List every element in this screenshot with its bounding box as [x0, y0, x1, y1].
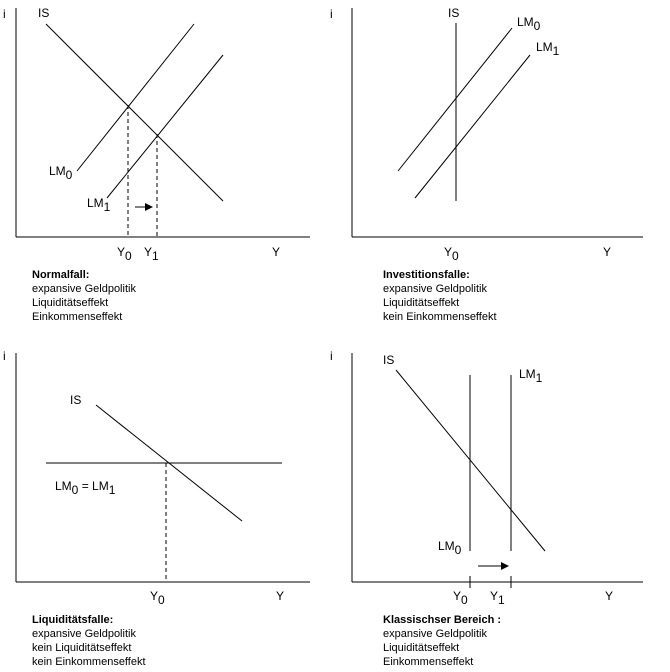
- panel-normalfall: [3, 6, 310, 263]
- y0-tick-label: Y0: [117, 245, 132, 263]
- axis-label-y: Y: [603, 245, 612, 259]
- caption-line: kein Liquiditätseffekt: [32, 642, 132, 654]
- caption-liquiditaetsfalle: [32, 613, 146, 669]
- lm-label: LM0 = LM1: [55, 479, 116, 497]
- y1-tick-label: Y1: [144, 245, 159, 263]
- caption-line: Liquiditätseffekt: [383, 297, 460, 309]
- axis-label-y: Y: [605, 589, 614, 603]
- lm0-label: LM0: [49, 164, 73, 182]
- caption-title: Investitionsfalle:: [383, 269, 470, 281]
- is-label: IS: [383, 353, 395, 367]
- panel-klassisch: [330, 349, 643, 607]
- caption-investitionsfalle: [383, 268, 497, 324]
- lm0-curve: [77, 24, 194, 171]
- caption-normalfall: [32, 268, 136, 324]
- is-label: IS: [38, 6, 50, 20]
- is-label: IS: [70, 393, 82, 407]
- axis-label-i: i: [3, 349, 6, 363]
- lm1-label: LM1: [536, 40, 560, 58]
- panel-liquiditaetsfalle: [3, 349, 310, 607]
- lm0-curve: [398, 28, 512, 171]
- is-label: IS: [448, 6, 460, 20]
- lm0-label: LM0: [517, 15, 541, 33]
- panel-investitionsfalle: [330, 6, 643, 263]
- caption-klassisch: [383, 613, 501, 669]
- caption-title: Klassischser Bereich :: [383, 614, 502, 626]
- lm1-curve: [107, 55, 223, 198]
- lm1-label: LM1: [87, 196, 111, 214]
- is-curve: [46, 24, 223, 201]
- caption-line: expansive Geldpolitik: [32, 283, 136, 295]
- axis-label-y: Y: [272, 245, 281, 259]
- axis-label-i: i: [3, 7, 6, 21]
- caption-line: kein Einkommenseffekt: [383, 311, 497, 323]
- caption-line: Liquiditätseffekt: [32, 297, 109, 309]
- caption-line: expansive Geldpolitik: [383, 628, 487, 640]
- caption-line: Einkommenseffekt: [383, 656, 474, 668]
- caption-title: Liquiditätsfalle:: [32, 614, 114, 626]
- lm1-label: LM1: [519, 367, 543, 385]
- axis-label-y: Y: [276, 589, 285, 603]
- lm1-curve: [415, 55, 530, 198]
- y0-tick-label: Y0: [444, 245, 459, 263]
- caption-title: Normalfall:: [32, 269, 90, 281]
- caption-line: expansive Geldpolitik: [32, 628, 136, 640]
- y0-tick-label: Y0: [453, 589, 468, 607]
- caption-line: expansive Geldpolitik: [383, 283, 487, 295]
- y0-tick-label: Y0: [150, 589, 165, 607]
- axis-label-i: i: [330, 7, 333, 21]
- caption-line: Einkommenseffekt: [32, 311, 123, 323]
- caption-line: kein Einkommenseffekt: [32, 656, 146, 668]
- lm0-label: LM0: [438, 539, 462, 557]
- y1-tick-label: Y1: [490, 589, 505, 607]
- caption-line: Liquiditätseffekt: [383, 642, 460, 654]
- axis-label-i: i: [330, 349, 333, 363]
